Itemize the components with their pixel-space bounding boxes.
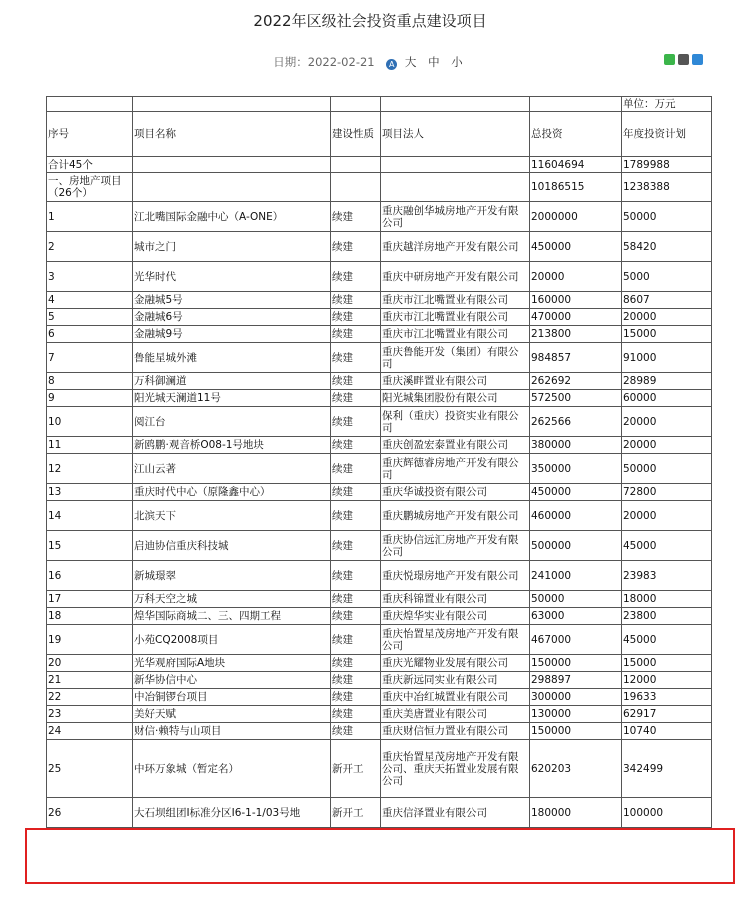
annual-plan: 23983 — [622, 561, 712, 591]
project-owner: 重庆怡置星茂房地产开发有限公司、重庆天拓置业发展有限公司 — [381, 740, 530, 798]
project-owner: 重庆新远同实业有限公司 — [381, 672, 530, 689]
row-no: 7 — [47, 343, 133, 373]
group-label: 一、房地产项目（26个） — [47, 173, 133, 202]
build-type: 续建 — [331, 343, 381, 373]
build-type: 续建 — [331, 501, 381, 531]
total-investment: 298897 — [530, 672, 622, 689]
project-owner: 重庆光耀物业发展有限公司 — [381, 655, 530, 672]
project-owner: 重庆中冶红城置业有限公司 — [381, 689, 530, 706]
project-name: 大石坝组团I标准分区I6-1-1/03号地 — [133, 798, 331, 828]
total-investment: 350000 — [530, 454, 622, 484]
project-owner: 重庆越洋房地产开发有限公司 — [381, 232, 530, 262]
annual-plan: 20000 — [622, 309, 712, 326]
project-name: 城市之门 — [133, 232, 331, 262]
total-investment: 11604694 — [530, 157, 622, 173]
project-name: 重庆时代中心（原隆鑫中心） — [133, 484, 331, 501]
total-investment: 470000 — [530, 309, 622, 326]
total-investment: 300000 — [530, 689, 622, 706]
annual-plan: 72800 — [622, 484, 712, 501]
total-investment: 262566 — [530, 407, 622, 437]
project-owner: 重庆华诚投资有限公司 — [381, 484, 530, 501]
project-name: 新鸥鹏·观音桥O08-1号地块 — [133, 437, 331, 454]
page-title: 2022年区级社会投资重点建设项目 — [253, 12, 487, 30]
row-no: 15 — [47, 531, 133, 561]
annual-plan: 5000 — [622, 262, 712, 292]
annual-plan: 62917 — [622, 706, 712, 723]
total-investment: 150000 — [530, 655, 622, 672]
annual-plan: 45000 — [622, 625, 712, 655]
header-row — [47, 112, 712, 157]
total-investment: 241000 — [530, 561, 622, 591]
annual-plan: 60000 — [622, 390, 712, 407]
project-name: 阳光城天澜道11号 — [133, 390, 331, 407]
font-size-large[interactable]: 大 — [404, 55, 417, 69]
table-row — [47, 672, 712, 689]
annual-plan: 100000 — [622, 798, 712, 828]
share-toolbar — [664, 54, 706, 65]
row-no: 3 — [47, 262, 133, 292]
table-row — [47, 531, 712, 561]
font-size-switcher — [401, 55, 467, 69]
project-owner: 重庆辉德睿房地产开发有限公司 — [381, 454, 530, 484]
row-no: 13 — [47, 484, 133, 501]
unit-row — [47, 97, 712, 112]
annual-plan: 15000 — [622, 655, 712, 672]
total-investment: 2000000 — [530, 202, 622, 232]
row-no: 18 — [47, 608, 133, 625]
wechat-share-icon[interactable] — [664, 54, 675, 65]
total-investment: 150000 — [530, 723, 622, 740]
total-investment: 380000 — [530, 437, 622, 454]
annual-plan: 45000 — [622, 531, 712, 561]
annual-plan: 23800 — [622, 608, 712, 625]
build-type: 续建 — [331, 407, 381, 437]
row-no: 1 — [47, 202, 133, 232]
build-type: 续建 — [331, 625, 381, 655]
build-type: 续建 — [331, 561, 381, 591]
row-no: 5 — [47, 309, 133, 326]
project-name: 煌华国际商城二、三、四期工程 — [133, 608, 331, 625]
build-type: 续建 — [331, 689, 381, 706]
project-name: 美好天赋 — [133, 706, 331, 723]
table-row — [47, 625, 712, 655]
row-no: 12 — [47, 454, 133, 484]
row-no: 10 — [47, 407, 133, 437]
total-investment: 213800 — [530, 326, 622, 343]
build-type: 续建 — [331, 309, 381, 326]
total-investment: 50000 — [530, 591, 622, 608]
table-row — [47, 723, 712, 740]
total-investment: 467000 — [530, 625, 622, 655]
build-type: 续建 — [331, 202, 381, 232]
project-name: 中冶铜锣台项目 — [133, 689, 331, 706]
project-name: 财信·赖特与山项目 — [133, 723, 331, 740]
group-investment: 10186515 — [530, 173, 622, 202]
annual-plan: 8607 — [622, 292, 712, 309]
font-size-icon: A — [386, 59, 397, 70]
build-type: 新开工 — [331, 740, 381, 798]
table-row — [47, 798, 712, 828]
project-name: 鲁能星城外滩 — [133, 343, 331, 373]
project-owner: 重庆鲁能开发（集团）有限公司 — [381, 343, 530, 373]
row-no: 17 — [47, 591, 133, 608]
project-owner: 保利（重庆）投资实业有限公司 — [381, 407, 530, 437]
projects-table — [46, 96, 712, 828]
project-owner: 重庆创盈宏泰置业有限公司 — [381, 437, 530, 454]
annual-plan: 12000 — [622, 672, 712, 689]
total-row — [47, 157, 712, 173]
row-no: 21 — [47, 672, 133, 689]
annual-plan: 18000 — [622, 591, 712, 608]
project-owner: 重庆美唐置业有限公司 — [381, 706, 530, 723]
row-no: 16 — [47, 561, 133, 591]
build-type: 续建 — [331, 723, 381, 740]
annual-plan: 20000 — [622, 437, 712, 454]
total-investment: 500000 — [530, 531, 622, 561]
build-type: 续建 — [331, 655, 381, 672]
project-name: 江北嘴国际金融中心（A-ONE） — [133, 202, 331, 232]
project-name: 万科御澜道 — [133, 373, 331, 390]
project-name: 北滨天下 — [133, 501, 331, 531]
header-name: 项目名称 — [133, 112, 331, 157]
annual-plan: 20000 — [622, 501, 712, 531]
table-row — [47, 292, 712, 309]
total-investment: 460000 — [530, 501, 622, 531]
project-name: 新城璟翠 — [133, 561, 331, 591]
table-row — [47, 655, 712, 672]
row-no: 4 — [47, 292, 133, 309]
project-owner: 重庆市江北嘴置业有限公司 — [381, 292, 530, 309]
project-owner: 重庆溪畔置业有限公司 — [381, 373, 530, 390]
table-row — [47, 390, 712, 407]
row-no: 22 — [47, 689, 133, 706]
project-owner: 重庆市江北嘴置业有限公司 — [381, 309, 530, 326]
project-name: 金融城6号 — [133, 309, 331, 326]
build-type: 续建 — [331, 608, 381, 625]
total-investment: 450000 — [530, 484, 622, 501]
annual-plan: 20000 — [622, 407, 712, 437]
project-name: 光华观府国际A地块 — [133, 655, 331, 672]
project-name: 万科天空之城 — [133, 591, 331, 608]
unit-label: 单位：万元 — [622, 97, 712, 112]
table-row — [47, 484, 712, 501]
build-type: 续建 — [331, 531, 381, 561]
total-investment: 620203 — [530, 740, 622, 798]
total-investment: 63000 — [530, 608, 622, 625]
build-type: 续建 — [331, 326, 381, 343]
highlight-box — [25, 828, 735, 884]
build-type: 续建 — [331, 484, 381, 501]
project-name: 中环万象城（暂定名） — [133, 740, 331, 798]
total-investment: 20000 — [530, 262, 622, 292]
row-no: 8 — [47, 373, 133, 390]
publish-date: 日期：2022-02-21 — [273, 55, 375, 69]
header-build: 建设性质 — [331, 112, 381, 157]
table-row — [47, 343, 712, 373]
group-row — [47, 173, 712, 202]
table-row — [47, 202, 712, 232]
build-type: 续建 — [331, 454, 381, 484]
row-no: 20 — [47, 655, 133, 672]
table-row — [47, 608, 712, 625]
project-name: 金融城9号 — [133, 326, 331, 343]
row-no: 26 — [47, 798, 133, 828]
copy-icon[interactable] — [692, 54, 703, 65]
total-investment: 130000 — [530, 706, 622, 723]
row-no: 24 — [47, 723, 133, 740]
row-no: 9 — [47, 390, 133, 407]
header-no: 序号 — [47, 112, 133, 157]
table-row — [47, 740, 712, 798]
total-investment: 160000 — [530, 292, 622, 309]
total-plan: 1789988 — [622, 157, 712, 173]
row-no: 2 — [47, 232, 133, 262]
table-row — [47, 706, 712, 723]
total-investment: 572500 — [530, 390, 622, 407]
project-name: 阅江台 — [133, 407, 331, 437]
build-type: 续建 — [331, 672, 381, 689]
annual-plan: 19633 — [622, 689, 712, 706]
row-no: 11 — [47, 437, 133, 454]
table-row — [47, 309, 712, 326]
project-owner: 重庆财信恒力置业有限公司 — [381, 723, 530, 740]
annual-plan: 50000 — [622, 202, 712, 232]
build-type: 续建 — [331, 591, 381, 608]
table-row — [47, 561, 712, 591]
article-meta — [0, 54, 740, 70]
annual-plan: 15000 — [622, 326, 712, 343]
header-plan: 年度投资计划 — [622, 112, 712, 157]
project-name: 启迪协信重庆科技城 — [133, 531, 331, 561]
project-name: 金融城5号 — [133, 292, 331, 309]
annual-plan: 28989 — [622, 373, 712, 390]
annual-plan: 50000 — [622, 454, 712, 484]
project-name: 江山云著 — [133, 454, 331, 484]
project-name: 小苑CQ2008项目 — [133, 625, 331, 655]
project-owner: 重庆中研房地产开发有限公司 — [381, 262, 530, 292]
row-no: 6 — [47, 326, 133, 343]
total-investment: 262692 — [530, 373, 622, 390]
row-no: 14 — [47, 501, 133, 531]
table-row — [47, 326, 712, 343]
annual-plan: 342499 — [622, 740, 712, 798]
total-investment: 180000 — [530, 798, 622, 828]
print-icon[interactable] — [678, 54, 689, 65]
header-owner: 项目法人 — [381, 112, 530, 157]
project-owner: 重庆融创华城房地产开发有限公司 — [381, 202, 530, 232]
build-type: 续建 — [331, 437, 381, 454]
font-size-small[interactable]: 小 — [451, 55, 463, 69]
font-size-medium[interactable]: 中 — [428, 55, 440, 69]
annual-plan: 58420 — [622, 232, 712, 262]
project-owner: 重庆煌华实业有限公司 — [381, 608, 530, 625]
build-type: 续建 — [331, 373, 381, 390]
build-type: 续建 — [331, 390, 381, 407]
table-row — [47, 591, 712, 608]
build-type: 续建 — [331, 292, 381, 309]
build-type: 续建 — [331, 232, 381, 262]
total-investment: 984857 — [530, 343, 622, 373]
project-owner: 重庆信泽置业有限公司 — [381, 798, 530, 828]
table-row — [47, 407, 712, 437]
project-owner: 重庆市江北嘴置业有限公司 — [381, 326, 530, 343]
row-no: 23 — [47, 706, 133, 723]
project-owner: 重庆协信远汇房地产开发有限公司 — [381, 531, 530, 561]
table-row — [47, 437, 712, 454]
total-label: 合计45个 — [47, 157, 133, 173]
build-type: 新开工 — [331, 798, 381, 828]
table-row — [47, 454, 712, 484]
table-row — [47, 232, 712, 262]
total-investment: 450000 — [530, 232, 622, 262]
project-owner: 重庆怡置星茂房地产开发有限公司 — [381, 625, 530, 655]
annual-plan: 10740 — [622, 723, 712, 740]
project-owner: 重庆悦璟房地产开发有限公司 — [381, 561, 530, 591]
table-row — [47, 373, 712, 390]
annual-plan: 91000 — [622, 343, 712, 373]
row-no: 19 — [47, 625, 133, 655]
project-owner: 重庆科锦置业有限公司 — [381, 591, 530, 608]
project-owner: 阳光城集团股份有限公司 — [381, 390, 530, 407]
project-name: 新华协信中心 — [133, 672, 331, 689]
row-no: 25 — [47, 740, 133, 798]
build-type: 续建 — [331, 706, 381, 723]
table-row — [47, 501, 712, 531]
build-type: 续建 — [331, 262, 381, 292]
project-owner: 重庆鹏城房地产开发有限公司 — [381, 501, 530, 531]
project-name: 光华时代 — [133, 262, 331, 292]
table-row — [47, 689, 712, 706]
table-row — [47, 262, 712, 292]
header-total: 总投资 — [530, 112, 622, 157]
group-plan: 1238388 — [622, 173, 712, 202]
